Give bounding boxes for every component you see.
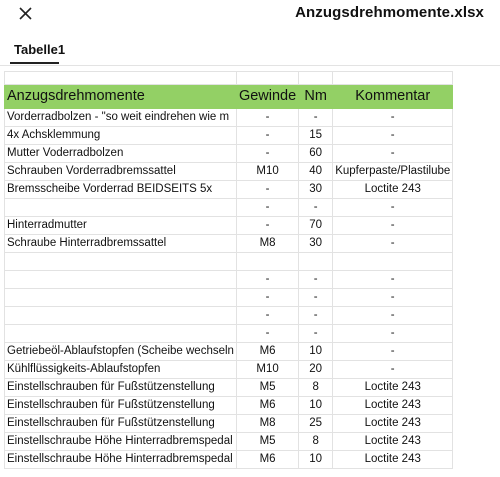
table-row <box>5 145 453 163</box>
table-cell[interactable]: 25 <box>299 415 333 433</box>
file-title: Anzugsdrehmomente.xlsx <box>295 4 484 21</box>
table-cell[interactable]: M6 <box>236 451 298 469</box>
table-cell[interactable] <box>299 253 333 271</box>
table-cell[interactable]: - <box>333 199 453 217</box>
table-cell[interactable]: M8 <box>236 235 298 253</box>
table-cell[interactable]: Getriebeöl-Ablaufstopfen (Scheibe wechseln <box>5 343 237 361</box>
table-cell[interactable]: 8 <box>299 379 333 397</box>
table-cell[interactable]: - <box>299 325 333 343</box>
column-header-gewinde[interactable]: Gewinde <box>236 85 298 109</box>
table-cell[interactable]: Loctite 243 <box>333 379 453 397</box>
table-row <box>5 217 453 235</box>
table-row <box>5 343 453 361</box>
table-cell[interactable]: - <box>236 325 298 343</box>
table-cell[interactable]: - <box>333 145 453 163</box>
table-row <box>5 181 453 199</box>
column-header-anzugsdrehmomente[interactable]: Anzugsdrehmomente <box>5 85 237 109</box>
table-cell[interactable]: - <box>236 109 298 127</box>
table-cell[interactable] <box>299 72 333 85</box>
table-cell[interactable]: - <box>333 271 453 289</box>
table-cell[interactable] <box>333 253 453 271</box>
table-cell[interactable]: - <box>236 145 298 163</box>
table-row <box>5 415 453 433</box>
active-tab-indicator <box>10 62 59 64</box>
table-cell[interactable]: 8 <box>299 433 333 451</box>
table-row <box>5 289 453 307</box>
table-cell[interactable]: Einstellschrauben für Fußstützenstellung <box>5 397 237 415</box>
table-cell[interactable]: Schrauben Vorderradbremssattel <box>5 163 237 181</box>
table-cell[interactable]: Mutter Voderradbolzen <box>5 145 237 163</box>
table-row <box>5 271 453 289</box>
table-cell[interactable]: 15 <box>299 127 333 145</box>
column-header-kommentar[interactable]: Kommentar <box>333 85 453 109</box>
table-cell[interactable]: - <box>333 361 453 379</box>
table-cell[interactable] <box>5 271 237 289</box>
table-cell[interactable]: Kupferpaste/Plastilube <box>333 163 453 181</box>
table-cell[interactable] <box>5 307 237 325</box>
data-table <box>4 71 453 469</box>
table-cell[interactable]: Einstellschraube Höhe Hinterradbremspedal <box>5 433 237 451</box>
table-cell[interactable]: - <box>333 343 453 361</box>
table-cell[interactable]: - <box>333 235 453 253</box>
table-cell[interactable]: - <box>236 181 298 199</box>
table-cell[interactable]: 30 <box>299 235 333 253</box>
table-cell[interactable]: Loctite 243 <box>333 415 453 433</box>
close-icon[interactable] <box>16 4 36 24</box>
table-cell[interactable]: 10 <box>299 451 333 469</box>
table-row <box>5 307 453 325</box>
table-cell[interactable]: - <box>236 127 298 145</box>
tab-tabelle1[interactable]: Tabelle1 <box>14 42 66 57</box>
table-cell[interactable]: - <box>299 271 333 289</box>
table-cell[interactable]: - <box>333 109 453 127</box>
table-cell[interactable]: Einstellschrauben für Fußstützenstellung <box>5 415 237 433</box>
table-row <box>5 361 453 379</box>
table-cell[interactable]: 10 <box>299 343 333 361</box>
table-row <box>5 433 453 451</box>
table-cell[interactable]: Hinterradmutter <box>5 217 237 235</box>
table-cell[interactable]: - <box>333 127 453 145</box>
table-cell[interactable]: 10 <box>299 397 333 415</box>
table-cell[interactable]: 70 <box>299 217 333 235</box>
table-cell[interactable]: 20 <box>299 361 333 379</box>
table-cell[interactable] <box>5 72 237 85</box>
table-cell[interactable] <box>236 72 298 85</box>
table-cell[interactable]: Loctite 243 <box>333 451 453 469</box>
table-cell[interactable]: Bremsscheibe Vorderrad BEIDSEITS 5x <box>5 181 237 199</box>
table-cell[interactable]: - <box>333 325 453 343</box>
table-cell[interactable]: - <box>333 307 453 325</box>
table-cell[interactable] <box>333 72 453 85</box>
table-cell[interactable]: Loctite 243 <box>333 433 453 451</box>
table-cell[interactable]: Loctite 243 <box>333 181 453 199</box>
table-row <box>5 253 453 271</box>
sheet-tab-bar <box>0 33 500 66</box>
table-cell[interactable]: - <box>236 199 298 217</box>
table-cell[interactable]: Loctite 243 <box>333 397 453 415</box>
table-cell[interactable]: 4x Achsklemmung <box>5 127 237 145</box>
table-cell[interactable]: Schraube Hinterradbremssattel <box>5 235 237 253</box>
title-bar <box>0 0 500 30</box>
table-cell[interactable]: - <box>299 289 333 307</box>
table-cell[interactable]: - <box>236 217 298 235</box>
table-cell[interactable] <box>5 199 237 217</box>
table-cell[interactable]: M6 <box>236 343 298 361</box>
table-row <box>5 325 453 343</box>
table-cell[interactable]: Einstellschrauben für Fußstützenstellung <box>5 379 237 397</box>
table-cell[interactable]: - <box>299 307 333 325</box>
table-row <box>5 235 453 253</box>
table-row <box>5 127 453 145</box>
table-cell[interactable]: 40 <box>299 163 333 181</box>
table-cell[interactable]: M10 <box>236 361 298 379</box>
table-cell[interactable]: - <box>333 289 453 307</box>
table-cell[interactable]: 30 <box>299 181 333 199</box>
table-row <box>5 379 453 397</box>
table-row <box>5 199 453 217</box>
table-cell[interactable]: Vorderradbolzen - "so weit eindrehen wie m <box>5 109 237 127</box>
table-cell[interactable] <box>5 253 237 271</box>
table-cell[interactable]: - <box>236 307 298 325</box>
table-cell[interactable]: - <box>299 109 333 127</box>
spreadsheet-grid[interactable] <box>4 71 453 469</box>
table-cell[interactable]: M8 <box>236 415 298 433</box>
table-cell[interactable] <box>5 289 237 307</box>
table-cell[interactable]: 60 <box>299 145 333 163</box>
table-cell[interactable]: Einstellschraube Höhe Hinterradbremspedal <box>5 451 237 469</box>
table-row <box>5 163 453 181</box>
column-header-nm[interactable]: Nm <box>299 85 333 109</box>
table-cell[interactable]: M5 <box>236 379 298 397</box>
table-cell[interactable]: - <box>236 271 298 289</box>
table-cell[interactable]: M5 <box>236 433 298 451</box>
table-row <box>5 397 453 415</box>
header-row <box>5 85 453 109</box>
table-cell[interactable]: - <box>236 289 298 307</box>
table-cell[interactable]: M6 <box>236 397 298 415</box>
table-cell[interactable]: M10 <box>236 163 298 181</box>
table-row <box>5 72 453 85</box>
table-cell[interactable] <box>236 253 298 271</box>
table-cell[interactable] <box>5 325 237 343</box>
table-row <box>5 109 453 127</box>
table-cell[interactable]: - <box>333 217 453 235</box>
table-cell[interactable]: Kühlflüssigkeits-Ablaufstopfen <box>5 361 237 379</box>
table-row <box>5 451 453 469</box>
table-cell[interactable]: - <box>299 199 333 217</box>
